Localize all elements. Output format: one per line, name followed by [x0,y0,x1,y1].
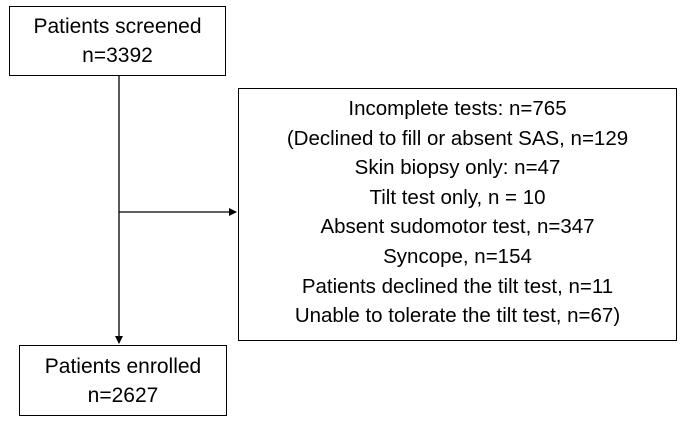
excluded-line-unable-tolerate-tilt: Unable to tolerate the tilt test, n=67) [294,304,621,328]
excluded-patients-box [238,88,677,341]
excluded-line-declined-tilt: Patients declined the tilt test, n=11 [301,274,614,298]
screened-title: Patients screened [33,15,202,38]
excluded-line-incomplete-tests: Incomplete tests: n=765 [348,97,567,120]
excluded-line-skin-biopsy-only: Skin biopsy only: n=47 [354,156,561,180]
patients-screened-box [9,6,226,76]
enrolled-title: Patients enrolled [44,355,202,378]
excluded-line-declined-sas: (Declined to fill or absent SAS, n=129 [286,126,629,150]
excluded-line-tilt-test-only: Tilt test only, n = 10 [369,185,546,209]
excluded-line-syncope: Syncope, n=154 [383,244,532,268]
screened-count: n=3392 [82,44,153,67]
patients-enrolled-box [19,345,227,416]
excluded-line-absent-sudomotor: Absent sudomotor test, n=347 [320,215,595,239]
enrolled-count: n=2627 [87,384,159,407]
